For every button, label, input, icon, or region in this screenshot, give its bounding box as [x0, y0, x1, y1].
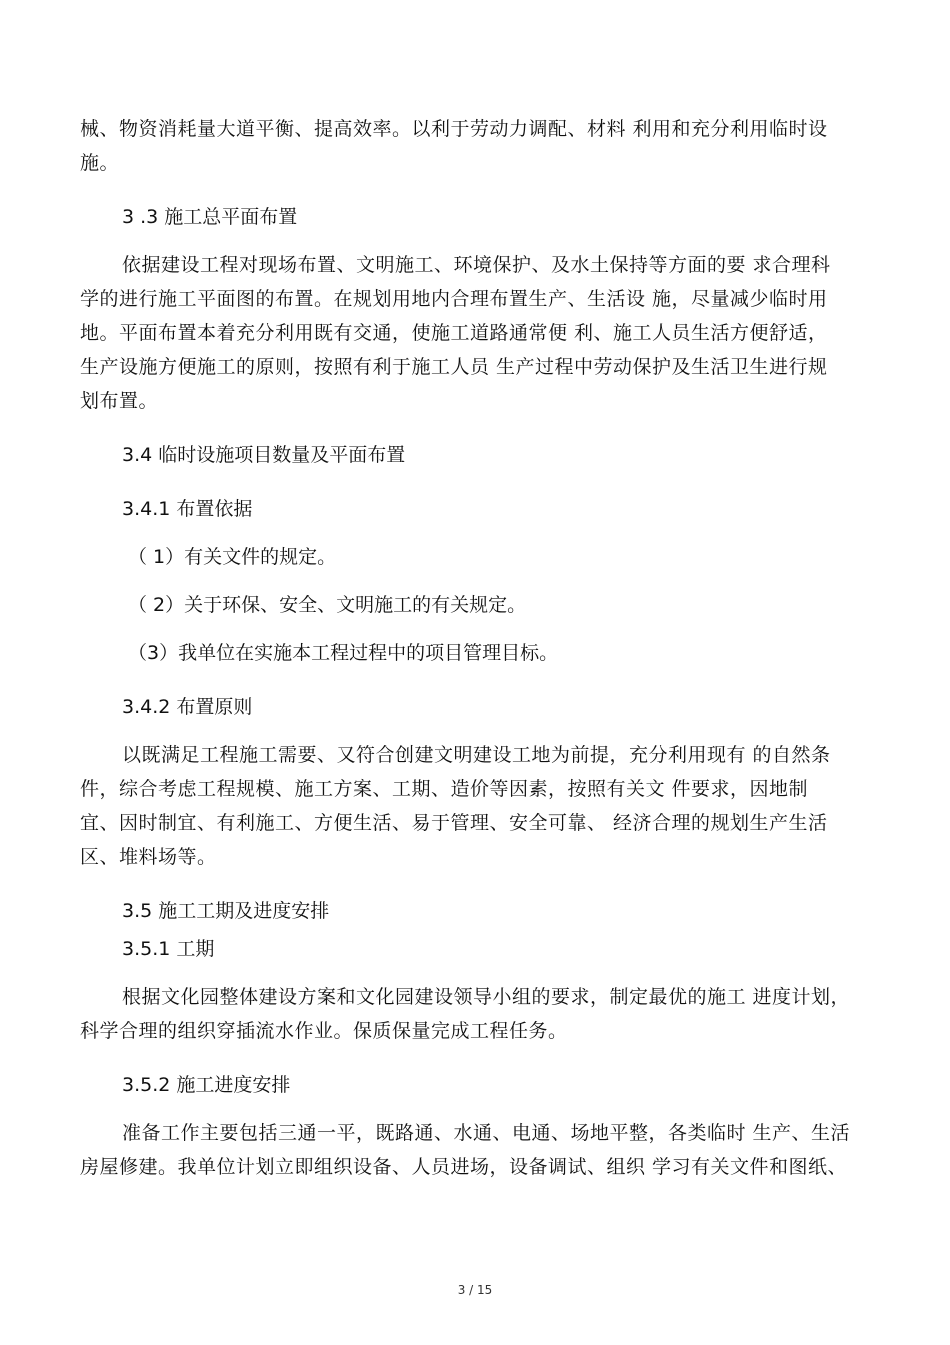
paragraph-layout-basis — [80, 248, 870, 418]
text-line: 科学合理的组织穿插流水作业。保质保量完成工程任务。 — [80, 1020, 568, 1042]
paragraph-layout-principle — [80, 738, 870, 874]
section-heading-3-5: 3.5 施工工期及进度安排 — [122, 900, 330, 922]
text-line: 房屋修建。我单位计划立即组织设备、人员进场，设备调试、组织 学习有关文件和图纸、 — [80, 1156, 848, 1178]
list-item: （ 2）关于环保、安全、文明施工的有关规定。 — [128, 594, 527, 616]
list-item: （3）我单位在实施本工程过程中的项目管理目标。 — [128, 642, 559, 664]
page-content — [80, 112, 870, 1184]
text-line: 以既满足工程施工需要、又符合创建文明建设工地为前提，充分利用现有 的自然条 — [122, 744, 831, 766]
text-line: 学的进行施工平面图的布置。在规划用地内合理布置生产、生活设 施，尽量减少临时用 — [80, 288, 828, 310]
text-line: 地。平面布置本着充分利用既有交通，使施工道路通常便 利、施工人员生活方便舒适， — [80, 322, 828, 344]
text-line: 施。 — [80, 152, 120, 174]
list-item: （ 1）有关文件的规定。 — [128, 546, 337, 568]
text-line: 依据建设工程对现场布置、文明施工、环境保护、及水土保持等方面的要 求合理科 — [122, 254, 831, 276]
text-line: 准备工作主要包括三通一平，既路通、水通、电通、场地平整，各类临时 生产、生活 — [122, 1122, 851, 1144]
text-line: 械、物资消耗量大道平衡、提高效率。以利于劳动力调配、材料 利用和充分利用临时设 — [80, 118, 828, 140]
text-line: 区、堆料场等。 — [80, 846, 217, 868]
text-line: 划布置。 — [80, 390, 159, 412]
text-line: 宜、因时制宜、有利施工、方便生活、易于管理、安全可靠、 经济合理的规划生产生活 — [80, 812, 828, 834]
text-line: 生产设施方便施工的原则，按照有利于施工人员 生产过程中劳动保护及生活卫生进行规 — [80, 356, 828, 378]
text-line: 根据文化园整体建设方案和文化园建设领导小组的要求，制定最优的施工 进度计划， — [122, 986, 851, 1008]
paragraph-progress — [80, 1116, 870, 1184]
section-heading-3-3: 3 .3 施工总平面布置 — [122, 206, 298, 228]
text-line: 件，综合考虑工程规模、施工方案、工期、造价等因素，按照有关文 件要求，因地制 — [80, 778, 809, 800]
paragraph-continuation — [80, 112, 870, 180]
subsection-heading-3-5-2: 3.5.2 施工进度安排 — [122, 1074, 291, 1096]
subsection-heading-3-4-1: 3.4.1 布置依据 — [122, 498, 253, 520]
subsection-heading-3-4-2: 3.4.2 布置原则 — [122, 696, 253, 718]
page-number: 3 / 15 — [457, 1283, 493, 1297]
section-heading-3-4: 3.4 临时设施项目数量及平面布置 — [122, 444, 406, 466]
subsection-heading-3-5-1: 3.5.1 工期 — [122, 938, 215, 960]
paragraph-schedule — [80, 980, 870, 1048]
